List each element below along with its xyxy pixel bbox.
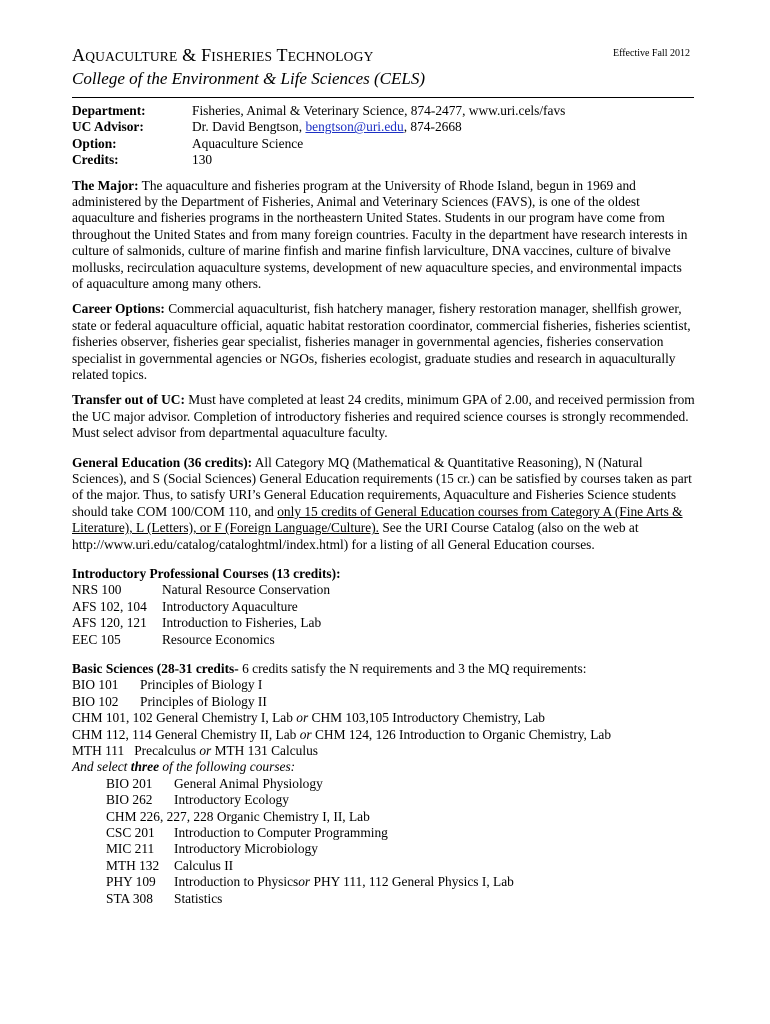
- advisor-value: Dr. David Bengtson, bengtson@uri.edu, 874-2668: [192, 119, 462, 135]
- course-row: EEC 105 Resource Economics: [72, 631, 275, 647]
- advisor-row: [72, 119, 700, 135]
- intro-heading: Introductory Professional Courses (13 credits):: [72, 566, 341, 582]
- advisor-email-link[interactable]: bengtson@uri.edu: [305, 119, 404, 135]
- math-option: MTH 111 Precalculus or MTH 131 Calculus: [72, 743, 318, 758]
- elective-row: BIO 262 Introductory Ecology: [106, 792, 289, 808]
- course-row: NRS 100 Natural Resource Conservation: [72, 582, 331, 598]
- option-row: [72, 136, 700, 152]
- chemistry-option-1: CHM 101, 102 General Chemistry I, Lab or CHM 103,105 Introductory Chemistry, Lab: [72, 710, 545, 726]
- intro-courses-section: [72, 566, 700, 648]
- elective-row: CHM 226, 227, 228 Organic Chemistry I, II, Lab: [106, 808, 370, 824]
- course-row: AFS 102, 104 Introductory Aquaculture: [72, 598, 298, 614]
- credits-label: Credits:: [72, 152, 119, 168]
- credits-value: 130: [192, 152, 213, 168]
- credits-row: [72, 152, 700, 168]
- chemistry-option-2: CHM 112, 114 General Chemistry II, Lab or CHM 124, 126 Introduction to Organic Chemistry, Lab: [72, 726, 612, 742]
- elective-row: PHY 109 Introduction to Physics or PHY 111, 112 General Physics I, Lab: [106, 874, 514, 890]
- basic-sciences-section: [72, 661, 700, 907]
- program-info: [72, 103, 700, 169]
- option-value: Aquaculture Science: [192, 135, 304, 151]
- effective-date: Effective Fall 2012: [612, 48, 690, 59]
- gened-paragraph: General Education (36 credits): All Category MQ (Mathematical & Quantitative Reasoning), N (Natural Sciences), and S (Social Sciences) General Education requirements (15 cr.) can be satisfied by courses taken as part of the major. Thus, to satisfy URI’s General Education requirements, Aquaculture and Fisheries Science students should take COM 100/COM 110, and only 15 credits of General Education courses from Category A (Fine Arts & Literature), L (Letters), or F (Foreign Language/Culture). See the URI Course Catalog (also on the web at http://www.uri.edu/catalog/cataloghtml/index.html) for a listing of all General Education courses.: [72, 454, 692, 552]
- curriculum-sheet: [72, 44, 700, 907]
- advisor-label: UC Advisor:: [72, 119, 144, 135]
- header-divider: [72, 97, 694, 98]
- course-row: AFS 120, 121 Introduction to Fisheries, Lab: [72, 615, 322, 631]
- major-paragraph: The Major: The aquaculture and fisheries program at the University of Rhode Island, begun in 1969 and administered by the Department of Fisheries, Animal and Veterinary Sciences (FAVS), is one of the oldest aquaculture and fisheries programs in the northeastern United States. Students in our program have come from throughout the United States and from many foreign countries. Faculty in the department have research interests in culture of salmonids, culture of marine finfish and marine finfish larviculture, DNA vaccines, culture of bivalve mollusks, recirculation aquaculture systems, development of new aquaculture species, and environmental impacts of aquaculture among many others.: [72, 177, 688, 291]
- elective-row: MTH 132 Calculus II: [106, 857, 234, 873]
- transfer-paragraph: Transfer out of UC: Must have completed at least 24 credits, minimum GPA of 2.00, and received permission from the UC major advisor. Completion of introductory fisheries and required science courses is strongly recommended. Must select advisor from departmental aquaculture faculty.: [72, 392, 695, 441]
- select-instruction: And select three of the following courses:: [72, 759, 296, 775]
- elective-row: BIO 201 General Animal Physiology: [106, 775, 323, 791]
- basic-heading: Basic Sciences (28-31 credits- 6 credits satisfy the N requirements and 3 the MQ requirements:: [72, 661, 587, 677]
- elective-list: [72, 776, 700, 907]
- college-subtitle: College of the Environment & Life Sciences (CELS): [72, 69, 425, 88]
- elective-row: CSC 201 Introduction to Computer Programming: [106, 824, 388, 840]
- program-title: AQUACULTURE & FISHERIES TECHNOLOGY: [72, 45, 374, 65]
- department-row: [72, 103, 700, 119]
- title-row: [72, 44, 700, 68]
- elective-row: MIC 211 Introductory Microbiology: [106, 841, 318, 857]
- course-row: BIO 101 Principles of Biology I: [72, 677, 263, 693]
- career-paragraph: Career Options: Commercial aquaculturist, fish hatchery manager, fishery restoration manager, shellfish grower, state or federal aquaculture official, aquatic habitat restoration coordinator, commercial fisheries, fisheries scientist, fisheries observer, fisheries gear specialist, fisheries manager in governmental agencies, fisheries conservation specialist in governmental agencies or NGOs, fisheries ecologist, graduate studies and research in aquaculturally related topics.: [72, 301, 691, 383]
- option-label: Option:: [72, 135, 117, 151]
- department-label: Department:: [72, 103, 146, 118]
- department-value: Fisheries, Animal & Veterinary Science, 874-2477, www.uri.cels/favs: [192, 103, 566, 118]
- course-row: BIO 102 Principles of Biology II: [72, 693, 267, 709]
- elective-row: STA 308 Statistics: [106, 890, 223, 906]
